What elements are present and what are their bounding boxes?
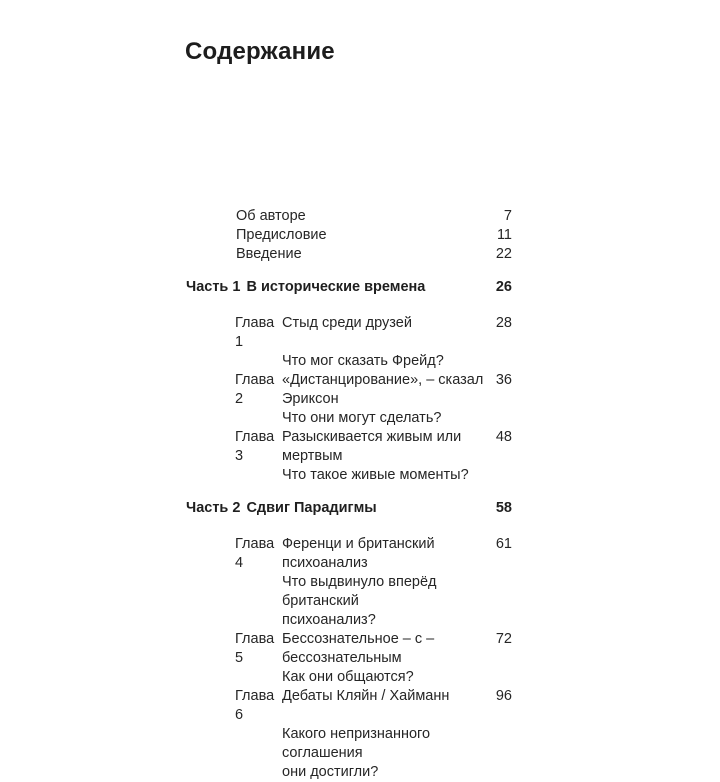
toc-entry-label: Глава 4 bbox=[235, 536, 275, 571]
toc-entry-label: Часть 1 bbox=[186, 279, 241, 295]
toc-page-number: 72 bbox=[495, 631, 512, 647]
table-of-contents bbox=[186, 207, 512, 782]
toc-entry-title: Как они общаются? bbox=[282, 669, 414, 685]
toc-entry-title: Введение bbox=[236, 246, 302, 262]
toc-entry-title: Какого непризнанного соглашения bbox=[282, 726, 431, 761]
toc-row-chapter bbox=[186, 535, 512, 573]
toc-entry-title: Разыскивается живым или мертвым bbox=[282, 429, 462, 464]
toc-row-part bbox=[186, 499, 512, 518]
toc-entry-label: Глава 3 bbox=[235, 429, 275, 464]
toc-page-number: 36 bbox=[495, 372, 512, 388]
toc-entry-title: Предисловие bbox=[236, 227, 327, 243]
toc-row-chapter bbox=[186, 314, 512, 352]
toc-row-chapter bbox=[186, 687, 512, 725]
toc-row-sub bbox=[186, 573, 512, 611]
toc-entry-label: Глава 2 bbox=[235, 372, 275, 407]
toc-entry-title: «Дистанцирование», – сказал Эриксон bbox=[282, 372, 484, 407]
toc-page-number: 26 bbox=[495, 279, 512, 295]
page-title: Содержание bbox=[185, 38, 335, 65]
toc-entry-title: Что такое живые моменты? bbox=[282, 467, 469, 483]
toc-entry-title: Бессознательное – с – бессознательным bbox=[282, 631, 435, 666]
toc-row-sub bbox=[186, 611, 512, 630]
toc-entry-title: Что выдвинуло вперёд британский bbox=[282, 574, 437, 609]
toc-entry-title: В исторические времена bbox=[246, 279, 426, 295]
toc-row-sub bbox=[186, 409, 512, 428]
toc-entry-title: Ференци и британский психоанализ bbox=[282, 536, 435, 571]
toc-entry-label: Глава 6 bbox=[235, 688, 275, 723]
toc-page-number: 48 bbox=[495, 429, 512, 445]
toc-row-front bbox=[186, 226, 512, 245]
toc-entry-title: Об авторе bbox=[236, 208, 306, 224]
toc-row-sub bbox=[186, 466, 512, 485]
toc-page-number: 28 bbox=[495, 315, 512, 331]
toc-row-chapter bbox=[186, 630, 512, 668]
toc-page-number: 7 bbox=[503, 208, 512, 224]
toc-entry-title: Стыд среди друзей bbox=[282, 315, 412, 331]
toc-entry-title: Что мог сказать Фрейд? bbox=[282, 353, 444, 369]
toc-page-number: 96 bbox=[495, 688, 512, 704]
toc-entry-title: психоанализ? bbox=[282, 612, 376, 628]
toc-row-front bbox=[186, 245, 512, 264]
toc-row-chapter bbox=[186, 428, 512, 466]
toc-row-sub bbox=[186, 725, 512, 763]
toc-entry-title: Сдвиг Парадигмы bbox=[246, 500, 377, 516]
toc-entry-label: Глава 5 bbox=[235, 631, 275, 666]
toc-row-front bbox=[186, 207, 512, 226]
toc-entry-label: Глава 1 bbox=[235, 315, 275, 350]
toc-entry-title: Что они могут сделать? bbox=[282, 410, 442, 426]
toc-entry-title: они достигли? bbox=[282, 764, 379, 780]
toc-row-sub bbox=[186, 352, 512, 371]
toc-entry-title: Дебаты Кляйн / Хайманн bbox=[282, 688, 450, 704]
toc-row-part bbox=[186, 278, 512, 297]
toc-entry-label: Часть 2 bbox=[186, 500, 241, 516]
toc-page-number: 58 bbox=[495, 500, 512, 516]
toc-row-sub bbox=[186, 763, 512, 782]
toc-page-number: 61 bbox=[495, 536, 512, 552]
toc-page-number: 11 bbox=[496, 227, 512, 243]
toc-row-chapter bbox=[186, 371, 512, 409]
toc-page-number: 22 bbox=[495, 246, 512, 262]
toc-row-sub bbox=[186, 668, 512, 687]
